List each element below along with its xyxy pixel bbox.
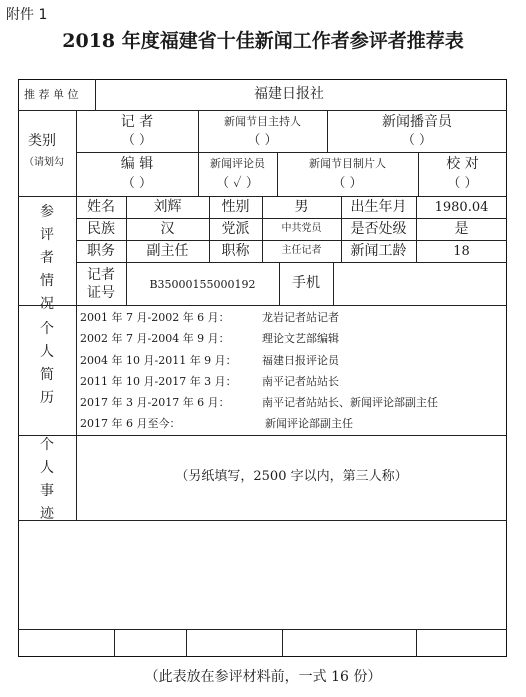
row-line (18, 305, 507, 306)
gender-value: 男 (294, 199, 309, 215)
category-host-label: 新闻节目主持人 (224, 115, 301, 128)
resume-role-2: 理论文艺部编辑 (262, 332, 339, 345)
resume-period-3: 2004 年 10 月-2011 年 9 月： (80, 354, 237, 367)
row-line (18, 520, 507, 521)
deeds-label (37, 434, 57, 526)
division-label: 是否处级 (350, 221, 407, 237)
resume-period-4: 2011 年 10 月-2017 年 3 月： (80, 375, 237, 388)
attachment-label: 附件 1 (6, 7, 48, 23)
col-line (95, 79, 96, 110)
party-label: 党派 (221, 221, 250, 237)
row-line (18, 110, 507, 111)
resume-text: 个人简历 (40, 321, 54, 406)
seniority-value: 18 (453, 244, 470, 259)
resume-period-5: 2017 年 3 月-2017 年 6 月： (80, 396, 230, 409)
footer-note: （此表放在参评材料前，一式 16 份） (144, 669, 382, 685)
ethnicity-label: 民族 (87, 221, 115, 237)
row-line (76, 218, 507, 219)
birth-value: 1980.04 (434, 200, 489, 215)
phone-label: 手机 (292, 275, 320, 291)
col-line (333, 262, 334, 305)
deeds-text: 个人事迹 (40, 437, 54, 522)
unit-label: 推 荐 单 位 (24, 88, 79, 101)
resume-role-3: 福建日报评论员 (262, 354, 339, 367)
row-line (18, 629, 507, 630)
gender-label: 性别 (221, 199, 250, 215)
category-editor-mark[interactable]: （ ） (121, 176, 153, 191)
unit-value: 福建日报社 (254, 86, 324, 102)
form-title: 2018 年度福建省十佳新闻工作者参评者推荐表 (62, 30, 464, 52)
resume-role-5: 南平记者站站长、新闻评论部副主任 (262, 396, 438, 409)
applicant-section-label (37, 201, 57, 316)
resume-role-4: 南平记者站站长 (262, 375, 339, 388)
card-value: B35000155000192 (149, 278, 256, 291)
card-label: 记者证号 (87, 267, 115, 301)
resume-role-1: 龙岩记者站记者 (262, 311, 339, 324)
birth-label: 出生年月 (350, 199, 407, 215)
category-announcer-label: 新闻播音员 (382, 114, 452, 130)
position-label: 职务 (87, 243, 115, 259)
category-proofreader-mark[interactable]: （ ） (447, 176, 478, 191)
col-line (186, 629, 187, 657)
col-line (416, 629, 417, 657)
applicant-section-text: 参评者情况 (40, 204, 54, 312)
category-proofreader-label: 校 对 (446, 156, 479, 172)
seniority-label: 新闻工龄 (350, 243, 407, 259)
row-line (18, 435, 507, 436)
row-line (76, 152, 507, 153)
name-label: 姓名 (87, 199, 115, 215)
party-value: 中共党员 (281, 223, 322, 234)
row-line (76, 262, 507, 263)
name-value: 刘辉 (153, 199, 182, 215)
col-line (282, 629, 283, 657)
division-value: 是 (454, 221, 469, 237)
category-editor-label: 编 辑 (120, 156, 154, 172)
category-host-mark[interactable]: （ ） (247, 133, 278, 148)
title-value: 主任记者 (281, 245, 322, 256)
resume-period-1: 2001 年 7 月-2002 年 6 月： (80, 311, 230, 324)
title-label: 职称 (221, 243, 250, 259)
category-label: 类别 (28, 133, 56, 149)
category-commentator-mark[interactable]: （ ✓ ） (216, 176, 259, 191)
category-hint: （请划勾 (24, 157, 64, 168)
ethnicity-value: 汉 (160, 221, 175, 237)
category-producer-mark[interactable]: （ ） (332, 176, 363, 191)
category-announcer-mark[interactable]: （ ） (401, 133, 433, 148)
position-value: 副主任 (146, 243, 189, 259)
resume-label (37, 318, 57, 410)
category-journalist-mark[interactable]: （ ） (121, 133, 153, 148)
resume-period-2: 2002 年 7 月-2004 年 9 月： (80, 332, 230, 345)
deeds-note: （另纸填写，2500 字以内，第三人称） (175, 469, 408, 484)
row-line (76, 240, 507, 241)
category-producer-label: 新闻节目制片人 (309, 157, 386, 170)
resume-period-6: 2017 年 6 月至今： (80, 417, 181, 430)
category-journalist-label: 记 者 (120, 114, 154, 130)
col-line (114, 629, 115, 657)
category-commentator-label: 新闻评论员 (210, 157, 265, 170)
resume-role-6: 新闻评论部副主任 (265, 417, 353, 430)
